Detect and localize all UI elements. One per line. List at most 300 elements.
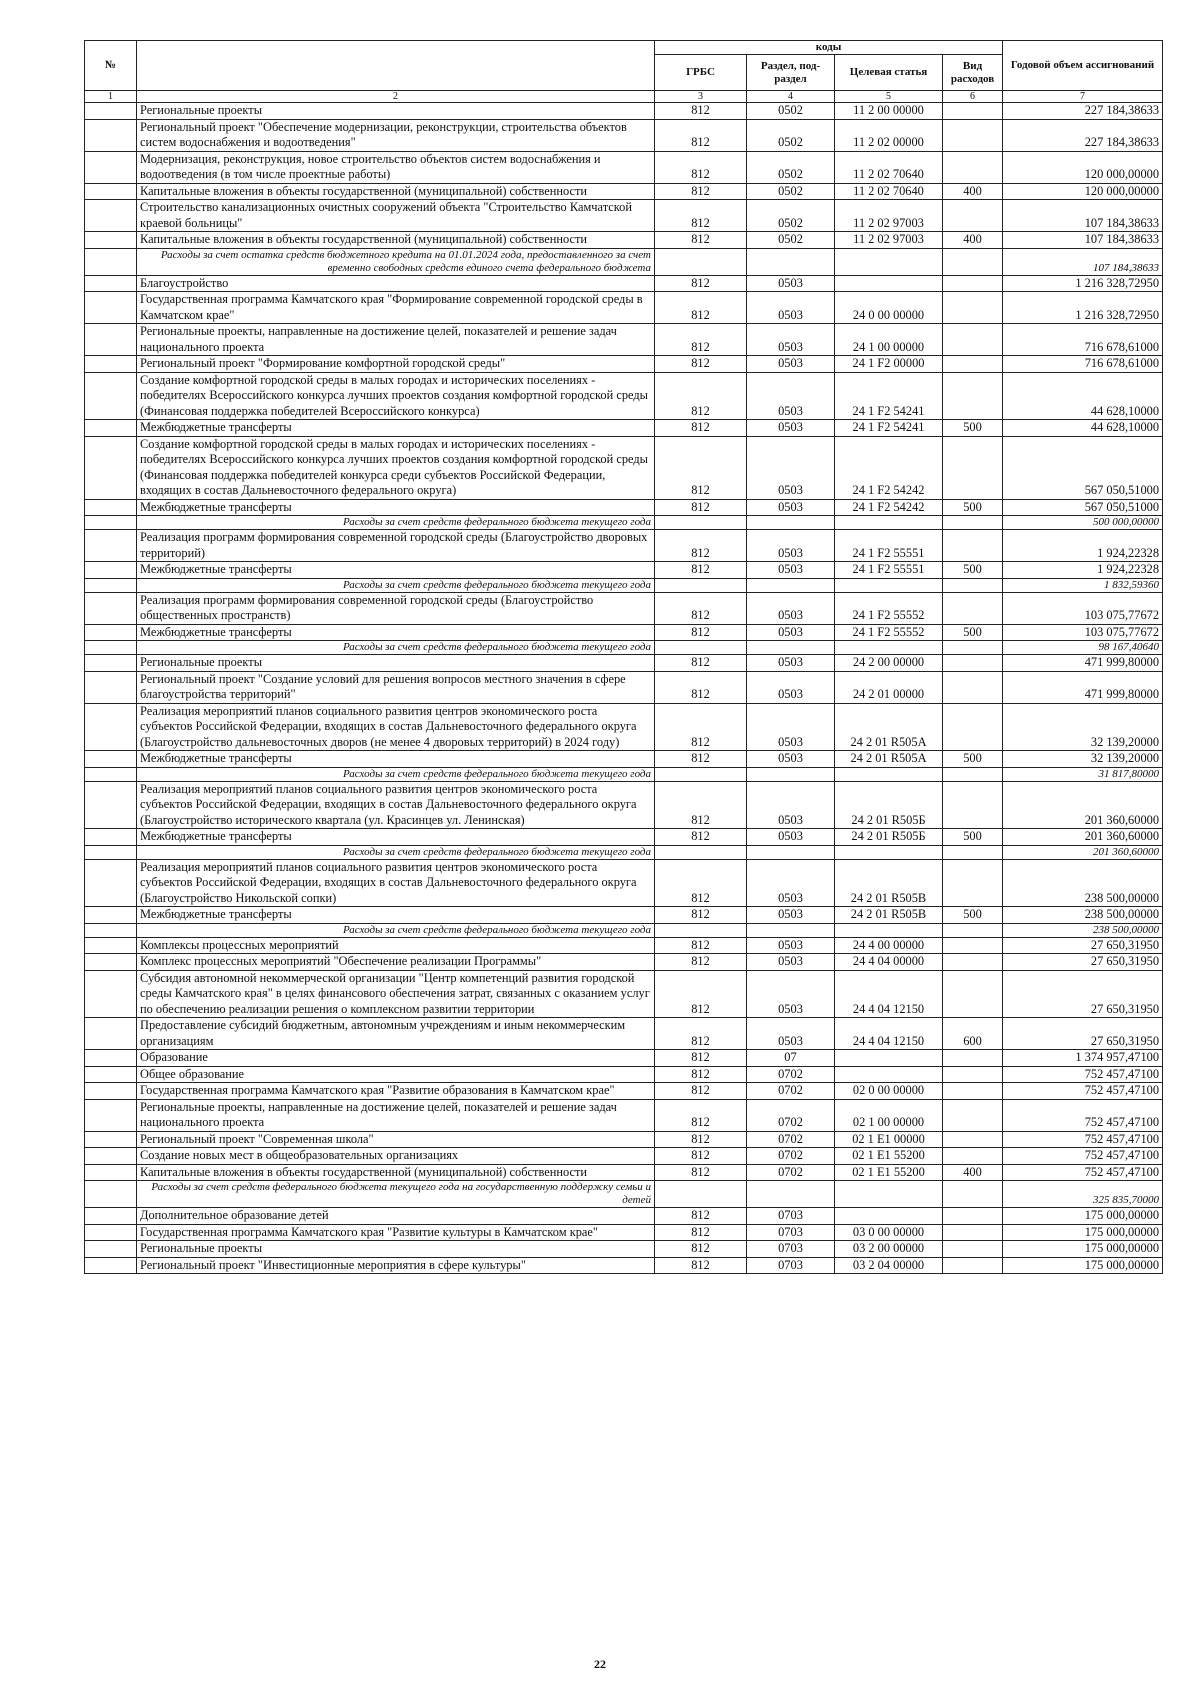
note-row [85, 641, 1163, 655]
row-number-cell [85, 829, 137, 846]
row-number-cell [85, 751, 137, 768]
row-number-cell [85, 1241, 137, 1258]
row-name-cell: Общее образование [137, 1066, 655, 1083]
grbs-cell [655, 641, 747, 655]
target-cell: 24 4 04 12150 [835, 970, 943, 1018]
target-cell [835, 923, 943, 937]
row-number-cell [85, 907, 137, 924]
exp-type-cell: 500 [943, 420, 1003, 437]
table-row [85, 1050, 1163, 1067]
header-codes: коды [655, 41, 1003, 55]
exp-type-cell: 500 [943, 751, 1003, 768]
row-number-cell [85, 703, 137, 751]
section-cell: 0503 [747, 530, 835, 562]
table-row [85, 232, 1163, 249]
grbs-cell [655, 923, 747, 937]
target-cell: 24 4 04 12150 [835, 1018, 943, 1050]
sum-cell: 32 139,20000 [1003, 751, 1163, 768]
row-number-cell [85, 275, 137, 292]
grbs-cell: 812 [655, 1241, 747, 1258]
target-cell: 11 2 00 00000 [835, 103, 943, 120]
section-cell: 0503 [747, 655, 835, 672]
row-number-cell [85, 232, 137, 249]
sum-cell: 752 457,47100 [1003, 1083, 1163, 1100]
target-cell [835, 578, 943, 592]
section-cell: 0503 [747, 624, 835, 641]
table-row [85, 372, 1163, 420]
row-number-cell [85, 1099, 137, 1131]
exp-type-cell [943, 923, 1003, 937]
row-name-cell: Создание новых мест в общеобразовательных организациях [137, 1148, 655, 1165]
row-number-cell [85, 655, 137, 672]
row-number-cell [85, 372, 137, 420]
table-row [85, 324, 1163, 356]
section-cell [747, 923, 835, 937]
target-cell: 03 2 04 00000 [835, 1257, 943, 1274]
table-row [85, 1257, 1163, 1274]
target-cell [835, 845, 943, 859]
section-cell: 0703 [747, 1208, 835, 1225]
table-row [85, 1148, 1163, 1165]
exp-type-cell [943, 767, 1003, 781]
section-cell: 0503 [747, 954, 835, 971]
section-cell: 0503 [747, 829, 835, 846]
sum-cell: 716 678,61000 [1003, 356, 1163, 373]
exp-type-cell: 500 [943, 499, 1003, 516]
grbs-cell: 812 [655, 1066, 747, 1083]
sum-cell: 238 500,00000 [1003, 923, 1163, 937]
sum-cell: 752 457,47100 [1003, 1099, 1163, 1131]
grbs-cell: 812 [655, 655, 747, 672]
row-name-cell: Межбюджетные трансферты [137, 420, 655, 437]
target-cell: 24 2 01 00000 [835, 671, 943, 703]
sum-cell: 175 000,00000 [1003, 1208, 1163, 1225]
header-annual: Годовой объем ассигнований [1003, 41, 1163, 91]
target-cell [835, 641, 943, 655]
grbs-cell: 812 [655, 151, 747, 183]
grbs-cell: 812 [655, 1224, 747, 1241]
target-cell: 24 1 F2 55551 [835, 562, 943, 579]
note-row [85, 845, 1163, 859]
section-cell: 0503 [747, 324, 835, 356]
row-name-cell: Межбюджетные трансферты [137, 907, 655, 924]
row-number-cell [85, 1066, 137, 1083]
grbs-cell: 812 [655, 1148, 747, 1165]
row-number-cell [85, 292, 137, 324]
col-num: 4 [747, 91, 835, 103]
target-cell: 11 2 02 70640 [835, 183, 943, 200]
row-number-cell [85, 1181, 137, 1208]
row-name-cell: Межбюджетные трансферты [137, 829, 655, 846]
row-name-cell: Межбюджетные трансферты [137, 562, 655, 579]
grbs-cell: 812 [655, 1083, 747, 1100]
grbs-cell: 812 [655, 859, 747, 907]
exp-type-cell: 500 [943, 907, 1003, 924]
row-name-cell: Межбюджетные трансферты [137, 499, 655, 516]
exp-type-cell [943, 1099, 1003, 1131]
table-row [85, 499, 1163, 516]
row-name-cell: Региональные проекты [137, 103, 655, 120]
sum-cell: 120 000,00000 [1003, 151, 1163, 183]
table-row [85, 937, 1163, 954]
section-cell: 0503 [747, 970, 835, 1018]
target-cell [835, 767, 943, 781]
table-row [85, 655, 1163, 672]
target-cell: 11 2 02 97003 [835, 232, 943, 249]
sum-cell: 201 360,60000 [1003, 845, 1163, 859]
row-name-cell: Строительство канализационных очистных сооружений объекта "Строительство Камчатской краевой больницы" [137, 200, 655, 232]
exp-type-cell [943, 641, 1003, 655]
table-row [85, 275, 1163, 292]
row-name-cell: Государственная программа Камчатского края "Развитие культуры в Камчатском крае" [137, 1224, 655, 1241]
target-cell: 24 2 01 R505Б [835, 781, 943, 829]
exp-type-cell [943, 119, 1003, 151]
sum-cell: 1 924,22328 [1003, 562, 1163, 579]
row-number-cell [85, 1050, 137, 1067]
grbs-cell: 812 [655, 103, 747, 120]
target-cell: 24 1 F2 54242 [835, 436, 943, 499]
col-num: 1 [85, 91, 137, 103]
grbs-cell: 812 [655, 829, 747, 846]
section-cell: 0503 [747, 781, 835, 829]
target-cell: 24 2 01 R505A [835, 703, 943, 751]
grbs-cell: 812 [655, 499, 747, 516]
row-name-cell: Создание комфортной городской среды в малых городах и исторических поселениях - победителях Всероссийского конкурса лучших проектов создания комфортной городской среды (Финансовая поддержка победителей конкурса среди субъектов Российской Федерации, входящих в состав Дальневосточного федерального округа) [137, 436, 655, 499]
exp-type-cell [943, 1257, 1003, 1274]
row-number-cell [85, 248, 137, 275]
sum-cell: 1 216 328,72950 [1003, 292, 1163, 324]
exp-type-cell: 500 [943, 829, 1003, 846]
row-number-cell [85, 420, 137, 437]
target-cell [835, 275, 943, 292]
section-cell: 0503 [747, 907, 835, 924]
note-row [85, 1181, 1163, 1208]
grbs-cell [655, 845, 747, 859]
grbs-cell: 812 [655, 907, 747, 924]
row-number-cell [85, 578, 137, 592]
row-number-cell [85, 151, 137, 183]
row-name-cell: Создание комфортной городской среды в малых городах и исторических поселениях - победителях Всероссийского конкурса лучших проектов создания комфортной городской среды (Финансовая поддержка победителей Всероссийского конкурса) [137, 372, 655, 420]
target-cell [835, 1066, 943, 1083]
exp-type-cell [943, 1224, 1003, 1241]
row-number-cell [85, 923, 137, 937]
exp-type-cell [943, 436, 1003, 499]
grbs-cell [655, 767, 747, 781]
exp-type-cell [943, 578, 1003, 592]
target-cell: 03 0 00 00000 [835, 1224, 943, 1241]
sum-cell: 31 817,80000 [1003, 767, 1163, 781]
target-cell [835, 1208, 943, 1225]
exp-type-cell [943, 248, 1003, 275]
row-number-cell [85, 436, 137, 499]
row-name-cell: Региональные проекты [137, 655, 655, 672]
table-row [85, 530, 1163, 562]
grbs-cell: 812 [655, 1164, 747, 1181]
row-name-cell: Субсидия автономной некоммерческой организации "Центр компетенций развития городской среды Камчатского края" в целях финансового обеспечения затрат, связанных с оказанием услуг по обеспечению реализации решения о комплексном развитии территории [137, 970, 655, 1018]
grbs-cell: 812 [655, 624, 747, 641]
exp-type-cell [943, 1241, 1003, 1258]
target-cell: 11 2 02 70640 [835, 151, 943, 183]
row-number-cell [85, 767, 137, 781]
row-name-cell: Реализация мероприятий планов социального развития центров экономического роста субъектов Российской Федерации, входящих в состав Дальневосточного федерального округа (Благоустройство дальневосточных дворов (не менее 4 дворовых территорий) в 2024 году) [137, 703, 655, 751]
section-cell [747, 578, 835, 592]
section-cell: 0503 [747, 859, 835, 907]
target-cell: 24 2 01 R505В [835, 907, 943, 924]
exp-type-cell [943, 655, 1003, 672]
exp-type-cell [943, 151, 1003, 183]
section-cell: 0502 [747, 119, 835, 151]
sum-cell: 238 500,00000 [1003, 907, 1163, 924]
sum-cell: 175 000,00000 [1003, 1224, 1163, 1241]
row-number-cell [85, 671, 137, 703]
row-number-cell [85, 624, 137, 641]
header-target: Целевая статья [835, 55, 943, 91]
exp-type-cell [943, 103, 1003, 120]
row-name-cell: Межбюджетные трансферты [137, 751, 655, 768]
section-cell: 0503 [747, 592, 835, 624]
sum-cell: 27 650,31950 [1003, 970, 1163, 1018]
table-row [85, 829, 1163, 846]
exp-type-cell [943, 324, 1003, 356]
row-number-cell [85, 937, 137, 954]
exp-type-cell [943, 1050, 1003, 1067]
table-row [85, 151, 1163, 183]
target-cell: 24 1 F2 55552 [835, 592, 943, 624]
exp-type-cell: 500 [943, 562, 1003, 579]
exp-type-cell: 600 [943, 1018, 1003, 1050]
section-cell: 07 [747, 1050, 835, 1067]
target-cell: 24 2 00 00000 [835, 655, 943, 672]
row-name-cell: Региональные проекты, направленные на достижение целей, показателей и решение задач национального проекта [137, 1099, 655, 1131]
grbs-cell: 812 [655, 420, 747, 437]
table-body [85, 103, 1163, 1274]
section-cell: 0503 [747, 436, 835, 499]
row-name-cell: Региональные проекты [137, 1241, 655, 1258]
section-cell: 0703 [747, 1224, 835, 1241]
page-number: 22 [594, 1657, 606, 1671]
sum-cell: 103 075,77672 [1003, 624, 1163, 641]
table-row [85, 1164, 1163, 1181]
table-row [85, 1224, 1163, 1241]
grbs-cell [655, 248, 747, 275]
exp-type-cell [943, 372, 1003, 420]
exp-type-cell [943, 970, 1003, 1018]
grbs-cell [655, 578, 747, 592]
header-name [137, 41, 655, 91]
row-name-cell: Образование [137, 1050, 655, 1067]
row-number-cell [85, 1131, 137, 1148]
row-number-cell [85, 845, 137, 859]
row-number-cell [85, 183, 137, 200]
sum-cell: 175 000,00000 [1003, 1257, 1163, 1274]
table-row [85, 970, 1163, 1018]
row-number-cell [85, 641, 137, 655]
table-row [85, 671, 1163, 703]
row-number-cell [85, 1257, 137, 1274]
target-cell: 24 1 F2 54242 [835, 499, 943, 516]
row-name-cell: Межбюджетные трансферты [137, 624, 655, 641]
table-row [85, 907, 1163, 924]
sum-cell: 201 360,60000 [1003, 781, 1163, 829]
table-row [85, 183, 1163, 200]
target-cell: 24 4 00 00000 [835, 937, 943, 954]
row-number-cell [85, 1208, 137, 1225]
grbs-cell: 812 [655, 1050, 747, 1067]
grbs-cell: 812 [655, 1131, 747, 1148]
exp-type-cell: 400 [943, 1164, 1003, 1181]
section-cell: 0702 [747, 1066, 835, 1083]
row-name-cell: Капитальные вложения в объекты государственной (муниципальной) собственности [137, 183, 655, 200]
exp-type-cell [943, 1208, 1003, 1225]
row-name-cell: Государственная программа Камчатского края "Развитие образования в Камчатском крае" [137, 1083, 655, 1100]
sum-cell: 107 184,38633 [1003, 200, 1163, 232]
target-cell: 24 2 01 R505В [835, 859, 943, 907]
table-row [85, 954, 1163, 971]
section-cell: 0502 [747, 151, 835, 183]
target-cell: 11 2 02 97003 [835, 200, 943, 232]
sum-cell: 27 650,31950 [1003, 937, 1163, 954]
budget-table-page [84, 40, 1162, 1274]
grbs-cell: 812 [655, 1099, 747, 1131]
row-name-cell: Модернизация, реконструкция, новое строительство объектов систем водоснабжения и водоотведения (в том числе проектные работы) [137, 151, 655, 183]
col-num: 6 [943, 91, 1003, 103]
row-name-cell: Комплексы процессных мероприятий [137, 937, 655, 954]
table-row [85, 751, 1163, 768]
exp-type-cell [943, 1083, 1003, 1100]
sum-cell: 227 184,38633 [1003, 103, 1163, 120]
section-cell: 0502 [747, 200, 835, 232]
row-number-cell [85, 970, 137, 1018]
section-cell: 0503 [747, 1018, 835, 1050]
row-number-cell [85, 499, 137, 516]
exp-type-cell [943, 937, 1003, 954]
header-no: № [85, 41, 137, 91]
target-cell: 24 1 F2 00000 [835, 356, 943, 373]
row-name-cell: Региональные проекты, направленные на достижение целей, показателей и решение задач национального проекта [137, 324, 655, 356]
sum-cell: 567 050,51000 [1003, 436, 1163, 499]
grbs-cell: 812 [655, 372, 747, 420]
section-cell: 0503 [747, 292, 835, 324]
section-cell: 0503 [747, 671, 835, 703]
exp-type-cell [943, 1131, 1003, 1148]
sum-cell: 752 457,47100 [1003, 1066, 1163, 1083]
row-name-cell: Региональный проект "Современная школа" [137, 1131, 655, 1148]
exp-type-cell [943, 1148, 1003, 1165]
grbs-cell: 812 [655, 530, 747, 562]
row-number-cell [85, 516, 137, 530]
section-cell: 0503 [747, 499, 835, 516]
target-cell: 02 1 E1 55200 [835, 1164, 943, 1181]
exp-type-cell [943, 954, 1003, 971]
table-row [85, 859, 1163, 907]
exp-type-cell [943, 781, 1003, 829]
grbs-cell: 812 [655, 592, 747, 624]
section-cell: 0703 [747, 1257, 835, 1274]
row-number-cell [85, 1148, 137, 1165]
grbs-cell: 812 [655, 781, 747, 829]
col-num: 3 [655, 91, 747, 103]
row-name-cell: Дополнительное образование детей [137, 1208, 655, 1225]
row-name-cell: Региональный проект "Обеспечение модернизации, реконструкции, строительства объектов систем водоснабжения и водоотведения" [137, 119, 655, 151]
section-cell: 0502 [747, 103, 835, 120]
target-cell [835, 1050, 943, 1067]
col-num: 5 [835, 91, 943, 103]
sum-cell: 238 500,00000 [1003, 859, 1163, 907]
target-cell: 24 2 01 R505A [835, 751, 943, 768]
row-number-cell [85, 954, 137, 971]
target-cell: 03 2 00 00000 [835, 1241, 943, 1258]
table-row [85, 1066, 1163, 1083]
target-cell: 24 1 F2 54241 [835, 420, 943, 437]
row-name-cell: Расходы за счет средств федерального бюджета текущего года [137, 767, 655, 781]
section-cell: 0703 [747, 1241, 835, 1258]
row-name-cell: Благоустройство [137, 275, 655, 292]
section-cell [747, 1181, 835, 1208]
exp-type-cell [943, 1066, 1003, 1083]
sum-cell: 471 999,80000 [1003, 671, 1163, 703]
sum-cell: 107 184,38633 [1003, 232, 1163, 249]
row-name-cell: Реализация программ формирования современной городской среды (Благоустройство общественных пространств) [137, 592, 655, 624]
sum-cell: 1 924,22328 [1003, 530, 1163, 562]
exp-type-cell [943, 292, 1003, 324]
grbs-cell: 812 [655, 119, 747, 151]
header-exp-type: Вид расходов [943, 55, 1003, 91]
section-cell: 0702 [747, 1148, 835, 1165]
sum-cell: 107 184,38633 [1003, 248, 1163, 275]
table-row [85, 436, 1163, 499]
sum-cell: 752 457,47100 [1003, 1131, 1163, 1148]
exp-type-cell [943, 275, 1003, 292]
row-name-cell: Расходы за счет средств федерального бюджета текущего года [137, 578, 655, 592]
exp-type-cell [943, 1181, 1003, 1208]
row-name-cell: Предоставление субсидий бюджетным, автономным учреждениям и иным некоммерческим организациям [137, 1018, 655, 1050]
row-name-cell: Расходы за счет средств федерального бюджета текущего года на государственную поддержку семьи и детей [137, 1181, 655, 1208]
sum-cell: 32 139,20000 [1003, 703, 1163, 751]
section-cell: 0503 [747, 751, 835, 768]
exp-type-cell [943, 859, 1003, 907]
sum-cell: 44 628,10000 [1003, 420, 1163, 437]
section-cell [747, 516, 835, 530]
sum-cell: 1 374 957,47100 [1003, 1050, 1163, 1067]
col-num: 2 [137, 91, 655, 103]
sum-cell: 44 628,10000 [1003, 372, 1163, 420]
col-num: 7 [1003, 91, 1163, 103]
sum-cell: 567 050,51000 [1003, 499, 1163, 516]
row-name-cell: Капитальные вложения в объекты государственной (муниципальной) собственности [137, 232, 655, 249]
row-name-cell: Комплекс процессных мероприятий "Обеспечение реализации Программы" [137, 954, 655, 971]
section-cell: 0503 [747, 275, 835, 292]
section-cell [747, 248, 835, 275]
table-row [85, 1208, 1163, 1225]
row-name-cell: Расходы за счет средств федерального бюджета текущего года [137, 641, 655, 655]
section-cell: 0702 [747, 1099, 835, 1131]
grbs-cell: 812 [655, 751, 747, 768]
exp-type-cell [943, 845, 1003, 859]
grbs-cell: 812 [655, 356, 747, 373]
target-cell [835, 248, 943, 275]
target-cell: 24 0 00 00000 [835, 292, 943, 324]
sum-cell: 98 167,40640 [1003, 641, 1163, 655]
grbs-cell: 812 [655, 1018, 747, 1050]
table-row [85, 562, 1163, 579]
section-cell: 0502 [747, 232, 835, 249]
row-name-cell: Государственная программа Камчатского края "Формирование современной городской среды в Камчатском крае" [137, 292, 655, 324]
note-row [85, 767, 1163, 781]
table-row [85, 119, 1163, 151]
grbs-cell: 812 [655, 324, 747, 356]
table-row [85, 292, 1163, 324]
row-name-cell: Реализация мероприятий планов социального развития центров экономического роста субъектов Российской Федерации, входящих в состав Дальневосточного федерального округа (Благоустройство исторического квартала (ул. Красинцев ул. Ленинская) [137, 781, 655, 829]
